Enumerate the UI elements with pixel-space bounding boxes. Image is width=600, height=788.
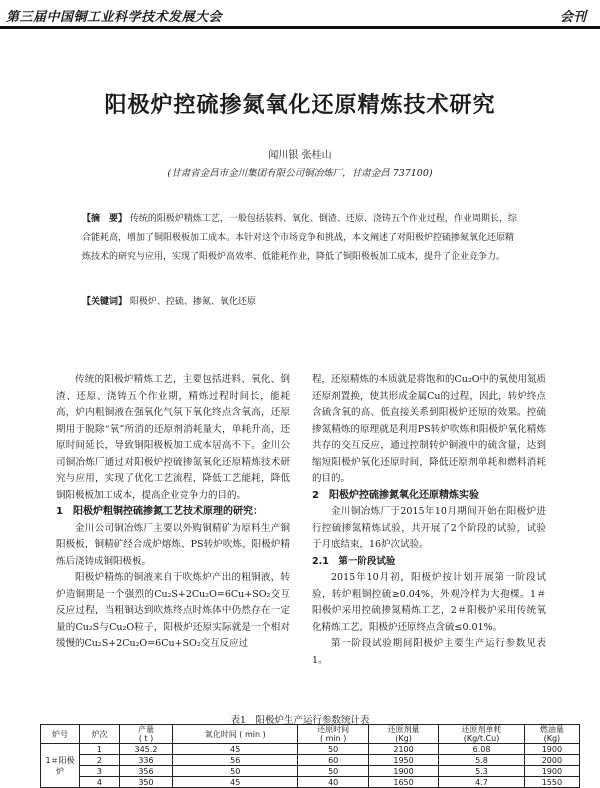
parameters-table [40,724,580,788]
table-cell: 1900 [368,766,438,777]
table-cell: 50 [173,766,298,777]
table-cell: 4 [80,777,120,788]
table-cell: 1950 [368,755,438,766]
keywords-label: 【关键词】 [82,297,128,307]
table-cell: 40 [298,777,368,788]
table-cell: 5.3 [439,766,525,777]
keywords-text: 阳极炉、控硫、掺氮、氧化还原 [129,297,256,307]
intro-paragraph: 传统的阳极炉精炼工艺，主要包括进料、氧化、倒渣、还原、浇铸五个作业期，精炼过程时间长，能耗高，炉内粗铜液在强氧化气氛下氧化终点含氧高，还原期用于脱除“氧”所消的还原剂消耗量大，单耗升高，还原时间延长，导致铜阳极板加工成本居高不下。金川公司铜冶炼厂通过对阳极炉控硫掺氮氧化还原精炼技术研究与应用，实现了优化工艺流程，降低工艺能耗，降低铜阳极板加工成本，提高企业竞争力的目的。 [56,374,290,501]
table-cell: 350 [119,777,172,788]
table-row [41,777,580,788]
paper-title: 阳极炉控硫掺氮氧化还原精炼技术研究 [104,93,496,118]
table-header-row [41,725,580,744]
table-row [41,766,580,777]
table-cell: 1900 [524,744,579,755]
table-cell: 1900 [524,766,579,777]
table-cell: 2100 [368,744,438,755]
table-cell: 1550 [524,777,579,788]
section-1-paragraph-2: 阳极炉精炼的铜液来自于吹炼炉产出的粗铜液，转炉造铜期是一个强烈的Cu₂S+2Cu₂O=6Cu+SO₂交互反应过程，当粗铜达到吹炼终点时炼体中仍然存在一定量的Cu₂S与Cu₂O粒子，阳极炉还原实际就是一个相对缓慢的Cu₂S+2Cu₂O=6Cu+SO₂交互反应过 [56,572,290,649]
table-cell: 1 [80,744,120,755]
header-reduction-time: 还原时间 ( min ) [298,725,368,744]
header-rule [0,26,600,29]
furnace-cell: 1＃阳极炉 [41,744,80,788]
table-cell: 45 [173,744,298,755]
header-output: 产量 ( t ) [119,725,172,744]
header-heat: 炉次 [80,725,120,744]
authors: 闻川银 张桂山 [268,150,332,161]
table-cell: 5.8 [439,755,525,766]
table-cell: 4.7 [439,777,525,788]
section-2-1-paragraph-2: 第一阶段试验期间阳极炉主要生产运行参数见表1。 [312,638,546,666]
section-1-continuation: 程，还原精炼的本质就是将饱和的Cu₂O中的氧使用氮质还原剂置换，使其形成金属Cu的过程，因此，转炉终点含硫含氧的高、低直接关系到阳极炉还原的效果。控硫掺氮精炼的原理就是利用PS转炉吹炼和阳极炉氧化精炼共存的交互反应，通过控制转炉铜液中的硫含量，达到缩短阳极炉氧化还原时间，降低还原剂单耗和燃料消耗的目的。 [312,374,546,484]
table-cell: 3 [80,766,120,777]
section-2-heading: 2 阳极炉控硫掺氮氧化还原精炼实验 [312,489,479,501]
header-furnace: 炉号 [41,725,80,744]
abstract [82,210,522,267]
section-1-paragraph-1: 金川公司铜冶炼厂主要以外购铜精矿为原料生产铜阳极板，铜精矿经合成炉熔炼、PS转炉吹炼、阳极炉精炼后浇铸成铜阳极板。 [56,522,290,567]
section-2-paragraph: 金川铜冶炼厂于2015年10月期间开始在阳极炉进行控硫掺氮精炼试验，共开展了2个阶段的试验，试验于月底结束，16炉次试验。 [312,506,546,550]
table-cell: 345.2 [119,744,172,755]
abstract-text: 传统的阳极炉精炼工艺，一般包括装料、氧化、倒渣、还原、浇铸五个作业过程，作业周期长，综合能耗高，增加了铜阳极板加工成本。本针对这个市场竞争和挑战，本文阐述了对阳极炉控硫掺氮氧化还原精炼技术的研究与应用，实现了阳极炉高效率、低能耗作业，降低了铜阳极板加工成本，提升了企业竞争力。 [82,214,517,262]
table-cell: 50 [298,744,368,755]
table-caption: 表1 阳极炉生产运行参数统计表 [230,715,370,726]
table-cell: 336 [119,755,172,766]
header-fuel-amount: 燃油量 (Kg) [524,725,579,744]
table-cell: 45 [173,777,298,788]
table-cell: 1650 [368,777,438,788]
keywords [82,294,522,307]
table-cell: 2000 [524,755,579,766]
table-row [41,744,580,755]
section-2-1-paragraph-1: 2015年10月初，阳极炉按计划开展第一阶段试验，转炉粗铜控硫≥0.04%，外观冷样为大孢棵。1＃阳极炉采用控硫掺氮精炼工艺，2＃阳极炉采用传统氧化精炼工艺，阳极炉还原终点含硫≤0.01%。 [312,572,546,633]
table-cell: 356 [119,766,172,777]
header-reductant-amount: 还原剂量 (Kg) [368,725,438,744]
proceedings-label: 会刊 [559,10,586,25]
conference-name: 第三届中国铜工业科学技术发展大会 [6,10,223,25]
table-cell: 2 [80,755,120,766]
header-oxidation-time: 氧化时间 ( min ) [173,725,298,744]
table-row [41,755,580,766]
affiliation: (甘肃省金昌市金川集团有限公司铜冶炼厂，甘肃金昌 737100) [167,168,433,179]
left-column [56,372,290,653]
header-reductant-unit-consumption: 还原剂单耗 (Kg/t.Cu) [439,725,525,744]
abstract-label: 【摘 要】 [82,214,128,224]
table-cell: 6.08 [439,744,525,755]
table-cell: 60 [298,755,368,766]
page-header [0,0,600,30]
right-column [312,372,546,669]
table-cell: 56 [173,755,298,766]
section-1-heading: 1 阳极炉粗铜控硫掺氮工艺技术原理的研究： [56,506,263,517]
section-2-1-heading: 2.1 第一阶段试验 [312,555,396,567]
table-cell: 50 [298,766,368,777]
